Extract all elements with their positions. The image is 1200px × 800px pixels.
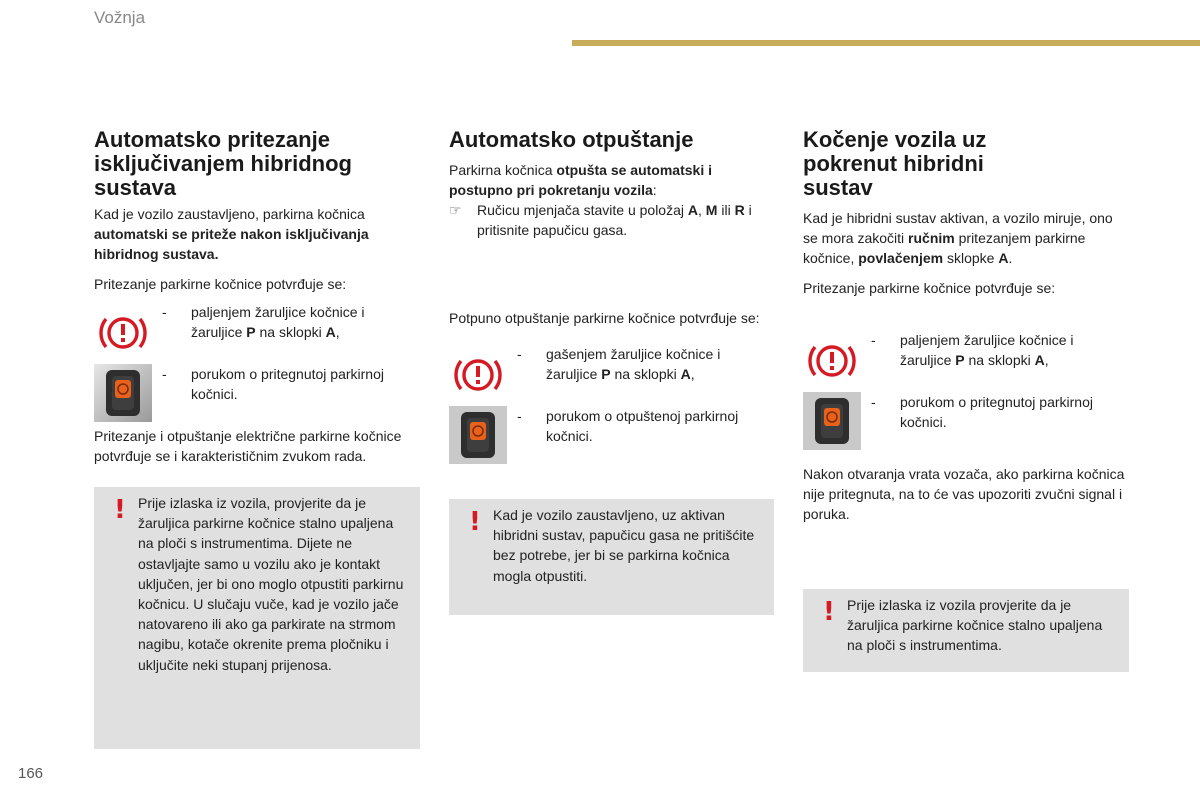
col1-item1-text-b: na sklopki	[255, 324, 326, 340]
col1-item1-bold-a: A	[325, 324, 336, 340]
col1-item2-dash: -	[162, 366, 167, 382]
col3-item2-text: porukom o pritegnutoj parkirnoj kočnici.	[900, 394, 1093, 430]
col1-item1-text-a: paljenjem žaruljice kočnice i žaruljice	[191, 304, 365, 340]
col3-intro	[803, 208, 1129, 268]
col1-item1-dash: -	[162, 304, 167, 320]
col3-item2-dash: -	[871, 394, 876, 410]
warning-icon: !	[823, 597, 835, 627]
col3-item1-text	[900, 330, 1120, 370]
col1-confirm: Pritezanje parkirne kočnice potvrđuje se:	[94, 276, 347, 292]
col2-item1-text-b: na sklopki	[610, 366, 681, 382]
col3-item1-dash: -	[871, 332, 876, 348]
col1-note: Pritezanje i otpuštanje električne parkirne kočnice potvrđuje se i karakterističnim zvukom rada.	[94, 428, 402, 464]
col1-item2-text: porukom o pritegnutoj parkirnoj kočnici.	[191, 366, 384, 402]
col3-note: Nakon otvaranja vrata vozača, ako parkirna kočnica nije pritegnuta, na to će vas upozoriti zvučni signal i poruka.	[803, 466, 1125, 522]
col1-item-switch	[94, 364, 420, 422]
col2-item1-dash: -	[517, 346, 522, 362]
col2-bullet-text-c: ,	[698, 202, 706, 218]
col1-item-lamp	[94, 302, 420, 360]
col2-bullet-bold-a: A	[687, 202, 699, 218]
col1-intro-bold: automatski se priteže nakon isključivanja hibridnog sustava.	[94, 226, 369, 262]
col1-intro	[94, 204, 420, 264]
col2-intro-bold: otpušta se automatski i postupno pri pokretanju vozila	[449, 162, 712, 198]
col1-item1-text-c: ,	[335, 324, 340, 340]
col3-intro-bold-povlacenjem: povlačenjem	[858, 250, 944, 266]
col3-intro-text-g: .	[1008, 250, 1013, 266]
col2-intro-text-a: Parkirna kočnica	[449, 162, 557, 178]
col1-item1-text	[191, 302, 411, 342]
header-accent-bar	[572, 40, 1200, 46]
col2-item1-bold-p: P	[601, 366, 611, 382]
col2-title: Automatsko otpuštanje	[449, 127, 694, 152]
col2-bullet-text-g: i pritisnite papučicu gasa.	[477, 202, 752, 238]
col3-warning-box	[803, 589, 1129, 672]
col3-item-lamp	[803, 330, 1129, 388]
col2-item2-text: porukom o otpuštenoj parkirnoj kočnici.	[546, 408, 739, 444]
col3-warning-text: Prije izlaska iz vozila provjerite da je žaruljica parkirne kočnice stalno upaljena na ploči s instrumentima.	[847, 597, 1103, 654]
col1-warning-box	[94, 487, 420, 749]
parking-brake-switch-photo	[803, 392, 861, 450]
warning-icon: !	[469, 507, 481, 537]
col2-item1-text-c: ,	[690, 366, 695, 382]
pointing-hand-icon: ☞	[449, 202, 462, 218]
col2-item1-text-a: gašenjem žaruljice kočnice i žaruljice	[546, 346, 721, 382]
col3-title: Kočenje vozila uz pokrenut hibridni sustav	[803, 127, 987, 200]
brake-warning-lamp-icon	[449, 344, 507, 402]
warning-icon: !	[114, 495, 126, 525]
col2-bullet-text-e: ili	[717, 202, 735, 218]
col3-item1-text-a: paljenjem žaruljice kočnice i žaruljice	[900, 332, 1074, 368]
col2-item-lamp	[449, 344, 774, 402]
col1-intro-text: Kad je vozilo zaustavljeno, parkirna kočnica	[94, 206, 365, 222]
col3-item1-text-c: ,	[1044, 352, 1049, 368]
col3-intro-bold-rucnim: ručnim	[908, 230, 955, 246]
col2-warning-box	[449, 499, 774, 615]
col3-item1-bold-p: P	[955, 352, 965, 368]
column-auto-apply	[94, 128, 420, 476]
col2-item2-dash: -	[517, 408, 522, 424]
brake-warning-lamp-icon	[803, 330, 861, 388]
col2-bullet	[449, 200, 774, 240]
column-braking-hybrid-on	[803, 128, 1129, 534]
col3-intro-text-e: sklopke	[943, 250, 999, 266]
col2-bullet-bold-m: M	[705, 202, 718, 218]
col2-intro-text-c: :	[652, 182, 657, 198]
col1-item1-bold-p: P	[246, 324, 256, 340]
col3-confirm: Pritezanje parkirne kočnice potvrđuje se:	[803, 280, 1056, 296]
column-auto-release	[449, 128, 774, 468]
col3-item-switch	[803, 392, 1129, 450]
page-number: 166	[18, 765, 44, 782]
col1-warning-text: Prije izlaska iz vozila, provjerite da je žaruljica parkirne kočnice stalno upaljena na ploči s instrumentima. Dijete ne ostavljajte samo u vozilu ako je kontakt uključen, jer bi ono moglo otpustiti parkirnu kočnicu. U slučaju vuče, kad je vozilo jače natovareno ili ako ga parkirate na strmom nagibu, kotače okrenite prema pločniku i uključite neki stupanj prijenosa.	[138, 495, 404, 673]
col3-intro-bold-a: A	[998, 250, 1009, 266]
col2-warning-text: Kad je vozilo zaustavljeno, uz aktivan hibridni sustav, papučicu gasa ne pritišćite bez potrebe, jer bi se parkirna kočnica mogla otpustiti.	[493, 507, 755, 584]
parking-brake-switch-photo	[449, 406, 507, 464]
col2-item1-text	[546, 344, 766, 384]
col3-item1-text-b: na sklopki	[964, 352, 1035, 368]
col2-bullet-text-a: Ručicu mjenjača stavite u položaj	[477, 202, 688, 218]
parking-brake-switch-photo	[94, 364, 152, 422]
col2-item1-bold-a: A	[680, 366, 691, 382]
brake-warning-lamp-icon	[94, 302, 152, 360]
section-title: Vožnja	[94, 8, 146, 27]
col2-intro	[449, 160, 774, 200]
col3-intro-text-a: Kad je hibridni sustav aktivan, a vozilo miruje, ono se mora zakočiti	[803, 210, 1113, 246]
col3-intro-text-c: pritezanjem parkirne kočnice,	[803, 230, 1086, 266]
col2-confirm: Potpuno otpuštanje parkirne kočnice potvrđuje se:	[449, 310, 760, 326]
col1-title: Automatsko pritezanje isključivanjem hibridnog sustava	[94, 127, 352, 200]
col3-item1-bold-a: A	[1034, 352, 1045, 368]
col2-item-switch	[449, 406, 774, 464]
col2-bullet-bold-r: R	[734, 202, 745, 218]
